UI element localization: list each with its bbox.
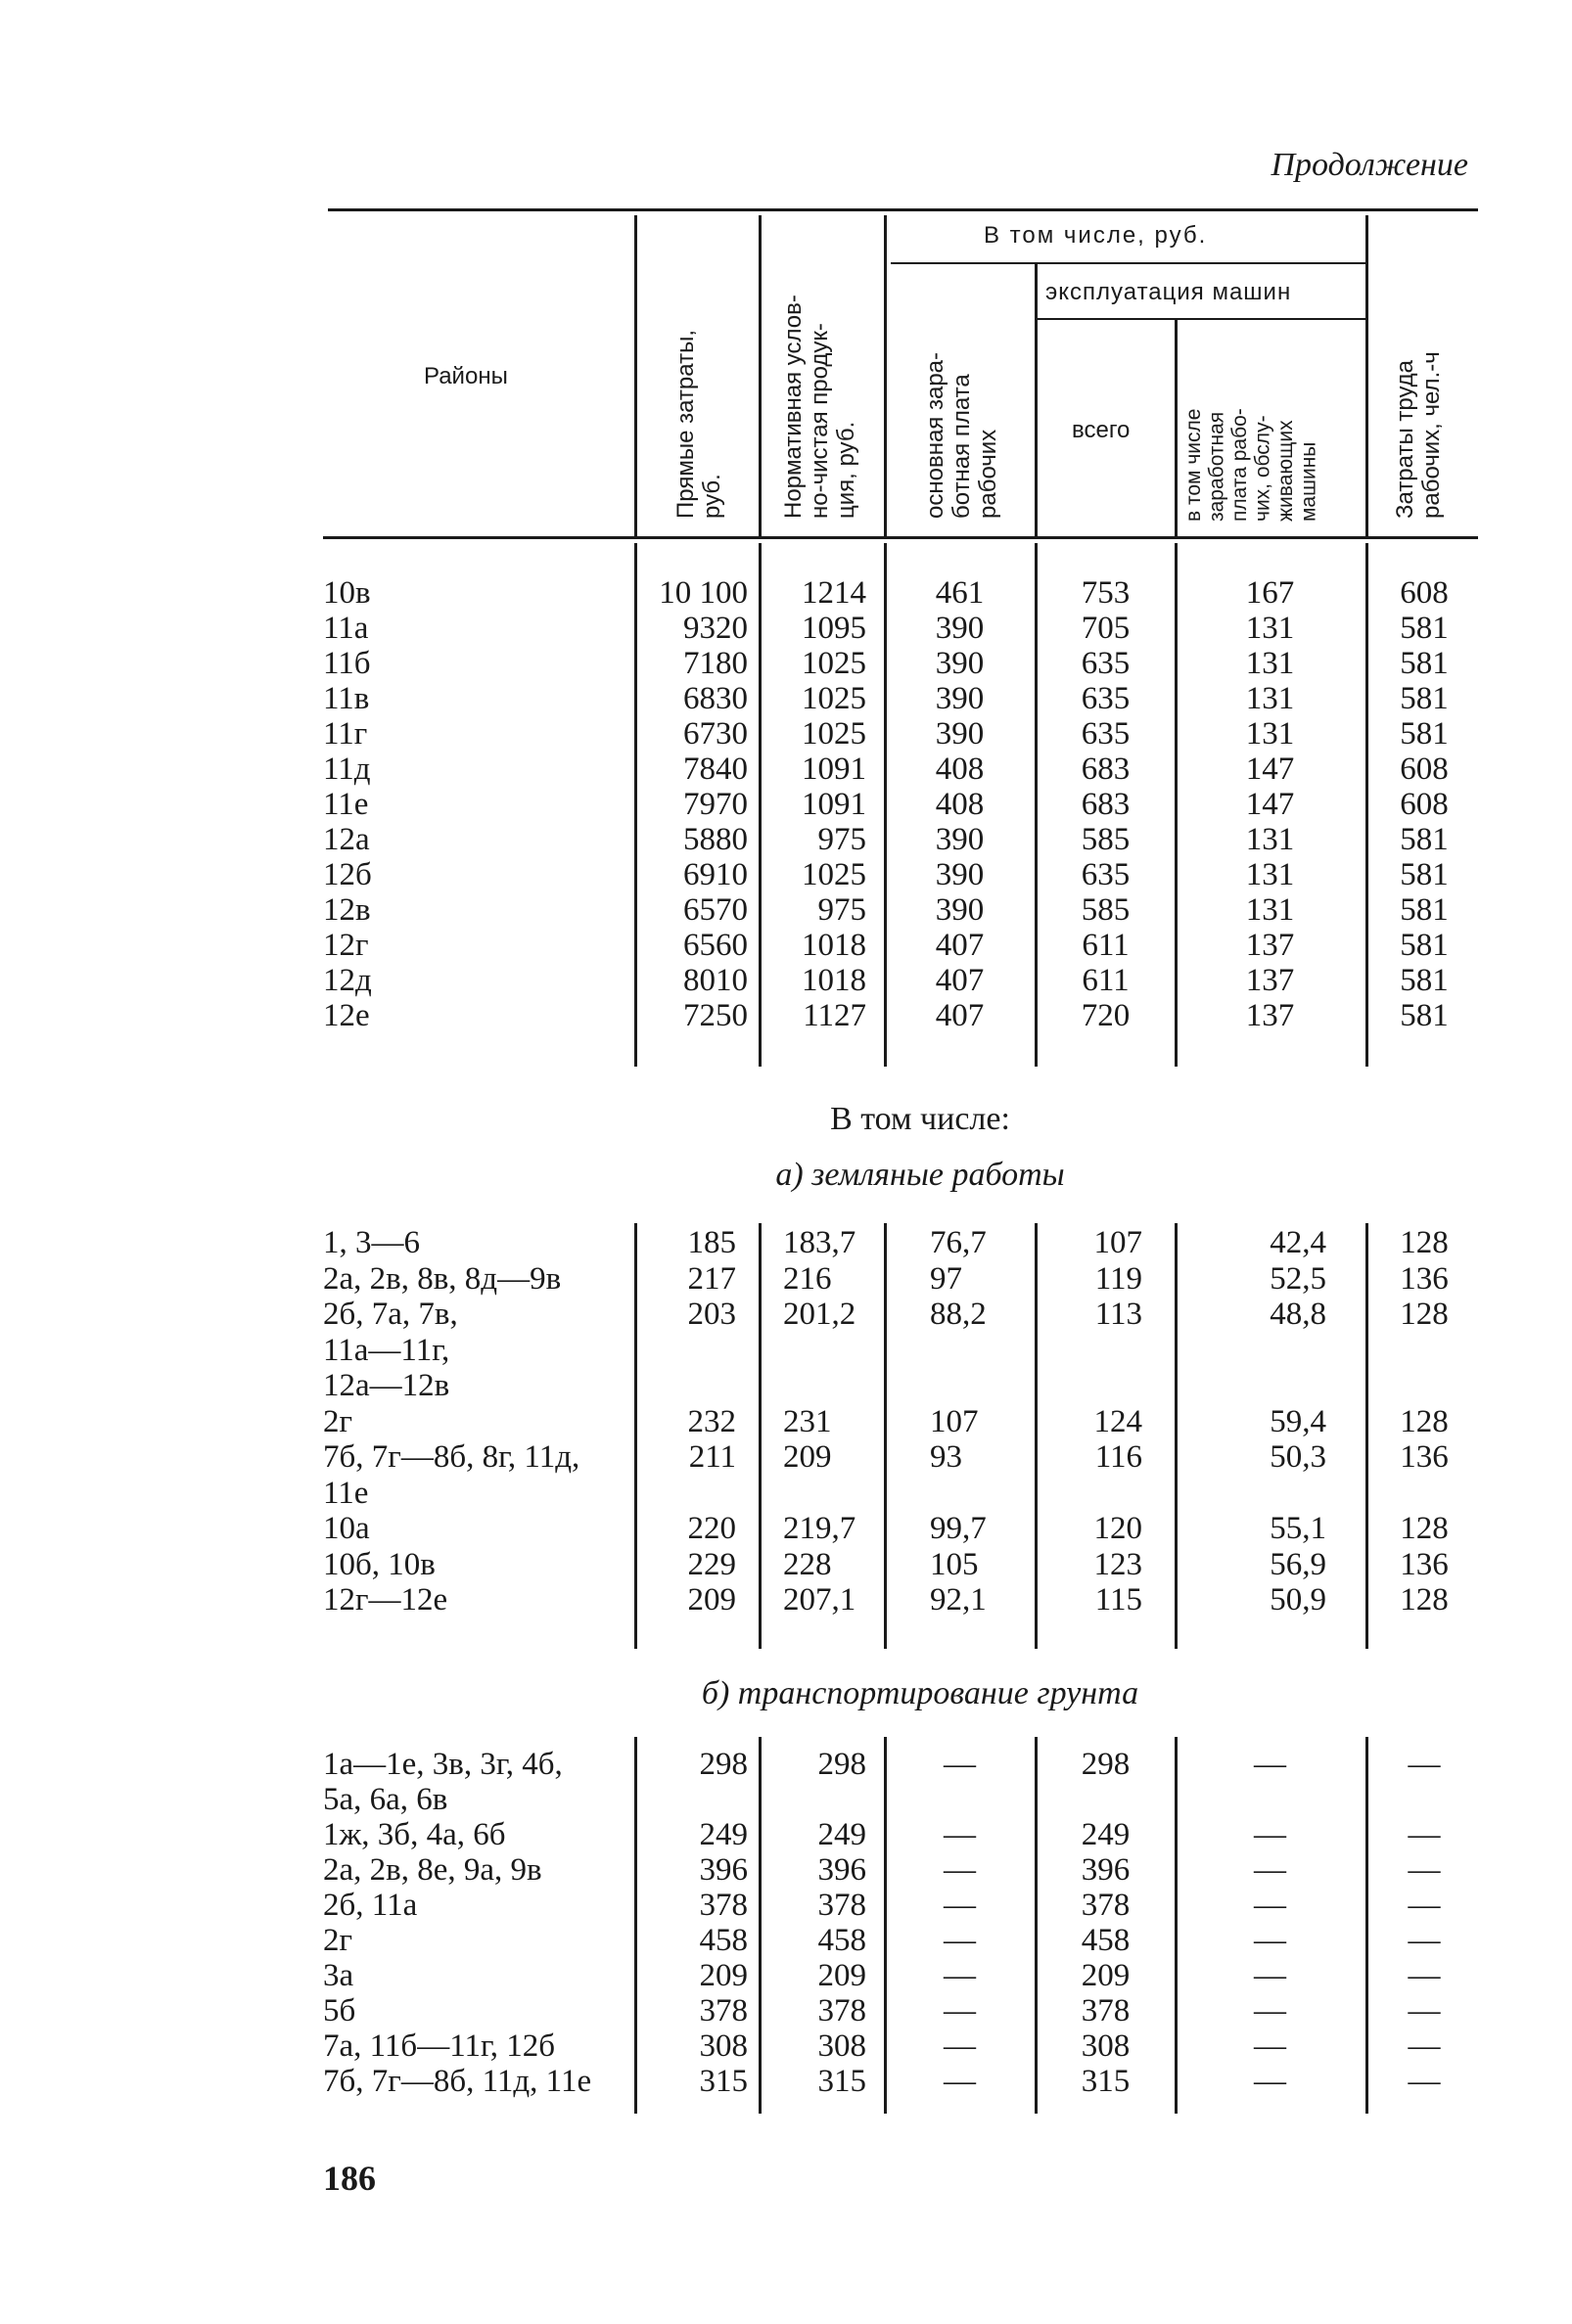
mwage-cell: 137 — [1245, 928, 1295, 963]
direct-cell: 7250 — [683, 998, 748, 1033]
labor-cell: 581 — [1400, 892, 1449, 928]
mwage-cell: 131 — [1245, 681, 1295, 716]
labor-cell: 128 — [1400, 1582, 1449, 1618]
direct-cell: 308 — [699, 2028, 748, 2064]
norm-cell: 228 — [783, 1546, 832, 1582]
district-cell: 10а — [323, 1511, 370, 1546]
mwage-cell: — — [1254, 1888, 1286, 1923]
direct-cell: 378 — [699, 1993, 748, 2028]
wage-cell: 390 — [935, 611, 985, 646]
labor-cell: — — [1408, 1888, 1441, 1923]
header-bottom-rule — [323, 536, 1478, 539]
wage-cell: 97 — [930, 1260, 962, 1297]
vrule — [759, 215, 762, 536]
mwage-cell: 56,9 — [1270, 1546, 1326, 1582]
direct-cell: 220 — [687, 1511, 736, 1546]
district-cell: 2б, 11а — [323, 1888, 418, 1923]
mwage-cell: 48,8 — [1270, 1297, 1326, 1332]
mwage-cell: 131 — [1245, 857, 1295, 892]
section-b-title: б) транспортирование грунта — [701, 1675, 1139, 1711]
direct-cell: 217 — [687, 1260, 736, 1297]
page-number: 186 — [323, 2159, 376, 2198]
norm-cell: 1091 — [802, 787, 866, 822]
wage-cell: 390 — [935, 892, 985, 928]
labor-cell: 608 — [1400, 575, 1449, 611]
total-cell: 308 — [1081, 2028, 1131, 2064]
total-cell: 585 — [1081, 822, 1131, 857]
wage-cell: — — [944, 1817, 976, 1852]
vrule — [759, 1223, 762, 1649]
direct-cell: 203 — [687, 1297, 736, 1332]
district-cell: 7б, 7г—8б, 11д, 11е — [323, 2064, 592, 2099]
vrule — [1365, 1737, 1368, 2114]
wage-cell: 407 — [935, 998, 985, 1033]
total-cell: 635 — [1081, 681, 1131, 716]
district-cell: 11е — [323, 1475, 369, 1511]
labor-cell: — — [1408, 2064, 1441, 2099]
header-incl-wage: в том числе заработная плата рабо- чих, обслу- живающих машины — [1182, 408, 1320, 522]
header-machine-operation: эксплуатация машин — [1045, 279, 1292, 305]
total-cell: 585 — [1081, 892, 1131, 928]
mwage-cell: 137 — [1245, 998, 1295, 1033]
district-cell: 11в — [323, 681, 370, 716]
district-cell: 12е — [323, 998, 370, 1033]
norm-cell: 207,1 — [783, 1582, 856, 1618]
total-cell: 683 — [1081, 752, 1131, 787]
district-cell: 3а — [323, 1958, 354, 1993]
norm-cell: 201,2 — [783, 1297, 856, 1332]
norm-cell: 975 — [817, 822, 866, 857]
labor-cell: — — [1408, 1993, 1441, 2028]
vrule — [1365, 1223, 1368, 1649]
vrule — [1175, 543, 1178, 1067]
norm-cell: 1018 — [802, 928, 866, 963]
direct-cell: 458 — [699, 1923, 748, 1958]
wage-cell: — — [944, 1852, 976, 1888]
wage-cell: 88,2 — [930, 1297, 987, 1332]
wage-cell: — — [944, 2028, 976, 2064]
total-cell: 298 — [1081, 1747, 1131, 1782]
vrule — [634, 1223, 637, 1649]
total-cell: 116 — [1094, 1439, 1142, 1475]
total-cell: 113 — [1094, 1297, 1142, 1332]
district-cell: 10в — [323, 575, 371, 611]
direct-cell: 5880 — [683, 822, 748, 857]
wage-cell: 92,1 — [930, 1582, 987, 1618]
direct-cell: 7840 — [683, 752, 748, 787]
district-cell: 12г—12е — [323, 1582, 448, 1618]
wage-cell: 107 — [930, 1403, 979, 1439]
wage-cell: 99,7 — [930, 1511, 987, 1546]
wage-cell: 408 — [935, 752, 985, 787]
direct-cell: 6730 — [683, 716, 748, 752]
district-cell: 11а — [323, 611, 369, 646]
norm-cell: 209 — [783, 1439, 832, 1475]
labor-cell: 136 — [1400, 1546, 1449, 1582]
norm-cell: 1095 — [802, 611, 866, 646]
labor-cell: 128 — [1400, 1225, 1449, 1260]
direct-cell: 9320 — [683, 611, 748, 646]
norm-cell: 1091 — [802, 752, 866, 787]
wage-cell: 390 — [935, 857, 985, 892]
norm-cell: 396 — [817, 1852, 866, 1888]
vrule — [884, 1737, 887, 2114]
district-cell: 12б — [323, 857, 372, 892]
total-cell: 635 — [1081, 716, 1131, 752]
total-cell: 753 — [1081, 575, 1131, 611]
labor-cell: — — [1408, 1747, 1441, 1782]
vrule — [1035, 1737, 1038, 2114]
district-cell: 12д — [323, 963, 372, 998]
norm-cell: 249 — [817, 1817, 866, 1852]
mwage-cell: — — [1254, 1958, 1286, 1993]
district-cell: 2б, 7а, 7в, — [323, 1297, 458, 1332]
table-top-rule — [328, 208, 1478, 211]
header-normative-net: Нормативная услов- но-чистая продук- ция, руб. — [780, 295, 859, 519]
mwage-cell: — — [1254, 1993, 1286, 2028]
direct-cell: 378 — [699, 1888, 748, 1923]
norm-cell: 378 — [817, 1993, 866, 2028]
labor-cell: 581 — [1400, 716, 1449, 752]
direct-cell: 6910 — [683, 857, 748, 892]
mwage-cell: 42,4 — [1270, 1225, 1326, 1260]
total-cell: 124 — [1093, 1403, 1142, 1439]
total-cell: 635 — [1081, 857, 1131, 892]
labor-cell: 581 — [1400, 822, 1449, 857]
norm-cell: 975 — [817, 892, 866, 928]
total-cell: 396 — [1081, 1852, 1131, 1888]
district-cell: 2г — [323, 1403, 353, 1439]
header-base-wage: основная зара- ботная плата рабочих — [922, 351, 1001, 519]
direct-cell: 6560 — [683, 928, 748, 963]
labor-cell: — — [1408, 1958, 1441, 1993]
direct-cell: 7970 — [683, 787, 748, 822]
vrule — [759, 1737, 762, 2114]
total-cell: 611 — [1082, 963, 1130, 998]
labor-cell: 581 — [1400, 928, 1449, 963]
district-cell: 2а, 2в, 8е, 9а, 9в — [323, 1852, 542, 1888]
total-cell: 115 — [1094, 1582, 1142, 1618]
labor-cell: — — [1408, 1852, 1441, 1888]
wage-cell: 390 — [935, 822, 985, 857]
district-cell: 5б — [323, 1993, 356, 2028]
direct-cell: 10 100 — [659, 575, 748, 611]
labor-cell: 128 — [1400, 1403, 1449, 1439]
district-cell: 11г — [323, 716, 368, 752]
direct-cell: 6570 — [683, 892, 748, 928]
labor-cell: — — [1408, 1923, 1441, 1958]
labor-cell: 581 — [1400, 611, 1449, 646]
mwage-cell: — — [1254, 2028, 1286, 2064]
vrule — [1175, 1737, 1178, 2114]
wage-cell: — — [944, 1747, 976, 1782]
district-cell: 12г — [323, 928, 369, 963]
direct-cell: 232 — [687, 1403, 736, 1439]
wage-cell: 407 — [935, 928, 985, 963]
mwage-cell: — — [1254, 1852, 1286, 1888]
mwage-cell: — — [1254, 1817, 1286, 1852]
norm-cell: 1018 — [802, 963, 866, 998]
district-cell: 12в — [323, 892, 371, 928]
direct-cell: 211 — [688, 1439, 736, 1475]
total-cell: 705 — [1081, 611, 1131, 646]
vrule — [1035, 264, 1038, 536]
wage-cell: — — [944, 1993, 976, 2028]
vrule — [1365, 215, 1368, 536]
direct-cell: 298 — [699, 1747, 748, 1782]
mwage-cell: — — [1254, 1923, 1286, 1958]
district-cell: 1, 3—6 — [323, 1225, 420, 1260]
norm-cell: 458 — [817, 1923, 866, 1958]
district-cell: 11е — [323, 787, 369, 822]
mwage-cell: 167 — [1245, 575, 1295, 611]
mwage-cell: — — [1254, 2064, 1286, 2099]
norm-cell: 1025 — [802, 857, 866, 892]
including-heading: В том числе: — [830, 1101, 1010, 1137]
header-labor: Затраты труда рабочих, чел.-ч — [1392, 351, 1445, 519]
wage-cell: 390 — [935, 646, 985, 681]
wage-cell: — — [944, 2064, 976, 2099]
wage-cell: — — [944, 1888, 976, 1923]
norm-cell: 183,7 — [783, 1225, 856, 1260]
total-cell: 635 — [1081, 646, 1131, 681]
total-cell: 683 — [1081, 787, 1131, 822]
labor-cell: — — [1408, 2028, 1441, 2064]
wage-cell: 461 — [935, 575, 985, 611]
district-cell: 2а, 2в, 8в, 8д—9в — [323, 1260, 562, 1297]
mwage-cell: 55,1 — [1270, 1511, 1326, 1546]
district-cell: 11б — [323, 646, 371, 681]
district-cell: 7а, 11б—11г, 12б — [323, 2028, 556, 2064]
labor-cell: 581 — [1400, 857, 1449, 892]
mwage-cell: 131 — [1245, 716, 1295, 752]
norm-cell: 1214 — [802, 575, 866, 611]
wage-cell: 390 — [935, 681, 985, 716]
header-including-rub: В том числе, руб. — [984, 222, 1208, 249]
norm-cell: 378 — [817, 1888, 866, 1923]
continued-label: Продолжение — [1271, 147, 1468, 183]
labor-cell: 136 — [1400, 1439, 1449, 1475]
vrule — [884, 215, 887, 536]
district-cell: 1а—1е, 3в, 3г, 4б, — [323, 1747, 563, 1782]
district-cell: 12а — [323, 822, 370, 857]
mwage-cell: 137 — [1245, 963, 1295, 998]
total-cell: 107 — [1093, 1225, 1142, 1260]
labor-cell: 128 — [1400, 1511, 1449, 1546]
total-cell: 120 — [1093, 1511, 1142, 1546]
mwage-cell: — — [1254, 1747, 1286, 1782]
norm-cell: 298 — [817, 1747, 866, 1782]
mwage-cell: 147 — [1245, 752, 1295, 787]
norm-cell: 1025 — [802, 716, 866, 752]
norm-cell: 219,7 — [783, 1511, 856, 1546]
mwage-cell: 131 — [1245, 892, 1295, 928]
norm-cell: 1025 — [802, 681, 866, 716]
vrule — [634, 543, 637, 1067]
mwage-cell: 50,3 — [1270, 1439, 1326, 1475]
vrule — [1175, 1223, 1178, 1649]
mwage-cell: 131 — [1245, 822, 1295, 857]
district-cell: 11д — [323, 752, 371, 787]
wage-cell: 408 — [935, 787, 985, 822]
norm-cell: 1025 — [802, 646, 866, 681]
wage-cell: 390 — [935, 716, 985, 752]
norm-cell: 209 — [817, 1958, 866, 1993]
total-cell: 720 — [1081, 998, 1131, 1033]
mwage-cell: 131 — [1245, 611, 1295, 646]
labor-cell: 581 — [1400, 646, 1449, 681]
district-cell: 7б, 7г—8б, 8г, 11д, — [323, 1439, 580, 1475]
mwage-cell: 131 — [1245, 646, 1295, 681]
total-cell: 378 — [1081, 1888, 1131, 1923]
header-districts: Районы — [424, 363, 508, 389]
direct-cell: 209 — [699, 1958, 748, 1993]
mwage-cell: 59,4 — [1270, 1403, 1326, 1439]
total-cell: 611 — [1082, 928, 1130, 963]
district-cell: 2г — [323, 1923, 353, 1958]
vrule — [1035, 543, 1038, 1067]
wage-cell: — — [944, 1958, 976, 1993]
header-total: всего — [1072, 417, 1131, 443]
total-cell: 209 — [1081, 1958, 1131, 1993]
wage-cell: 76,7 — [930, 1225, 987, 1260]
wage-cell: — — [944, 1923, 976, 1958]
mwage-cell: 147 — [1245, 787, 1295, 822]
vrule — [1365, 543, 1368, 1067]
total-cell: 315 — [1081, 2064, 1131, 2099]
labor-cell: 136 — [1400, 1260, 1449, 1297]
vrule — [1175, 319, 1178, 536]
labor-cell: 608 — [1400, 787, 1449, 822]
labor-cell: 581 — [1400, 998, 1449, 1033]
direct-cell: 396 — [699, 1852, 748, 1888]
norm-cell: 308 — [817, 2028, 866, 2064]
direct-cell: 249 — [699, 1817, 748, 1852]
total-cell: 249 — [1081, 1817, 1131, 1852]
district-cell: 11а—11г, — [323, 1332, 450, 1368]
total-cell: 119 — [1094, 1260, 1142, 1297]
labor-cell: 128 — [1400, 1297, 1449, 1332]
direct-cell: 315 — [699, 2064, 748, 2099]
section-a-title: а) земляные работы — [775, 1157, 1065, 1193]
total-cell: 378 — [1081, 1993, 1131, 2028]
direct-cell: 7180 — [683, 646, 748, 681]
district-cell: 5а, 6а, 6в — [323, 1782, 448, 1817]
mwage-cell: 52,5 — [1270, 1260, 1326, 1297]
labor-cell: 581 — [1400, 963, 1449, 998]
labor-cell: — — [1408, 1817, 1441, 1852]
wage-cell: 407 — [935, 963, 985, 998]
wage-cell: 105 — [930, 1546, 979, 1582]
direct-cell: 185 — [687, 1225, 736, 1260]
header-direct-costs: Прямые затраты, руб. — [672, 330, 725, 519]
district-cell: 10б, 10в — [323, 1546, 436, 1582]
total-cell: 123 — [1093, 1546, 1142, 1582]
district-cell: 12а—12в — [323, 1368, 450, 1403]
vrule — [634, 1737, 637, 2114]
wage-cell: 93 — [930, 1439, 962, 1475]
direct-cell: 209 — [687, 1582, 736, 1618]
norm-cell: 1127 — [803, 998, 866, 1033]
vrule — [759, 543, 762, 1067]
norm-cell: 231 — [783, 1403, 832, 1439]
norm-cell: 315 — [817, 2064, 866, 2099]
direct-cell: 229 — [687, 1546, 736, 1582]
vrule — [884, 543, 887, 1067]
norm-cell: 216 — [783, 1260, 832, 1297]
including-rule — [891, 262, 1365, 264]
labor-cell: 581 — [1400, 681, 1449, 716]
vrule — [634, 215, 637, 536]
mwage-cell: 50,9 — [1270, 1582, 1326, 1618]
vrule — [884, 1223, 887, 1649]
machine-rule — [1038, 318, 1365, 320]
total-cell: 458 — [1081, 1923, 1131, 1958]
direct-cell: 6830 — [683, 681, 748, 716]
district-cell: 1ж, 3б, 4а, 6б — [323, 1817, 506, 1852]
direct-cell: 8010 — [683, 963, 748, 998]
labor-cell: 608 — [1400, 752, 1449, 787]
vrule — [1035, 1223, 1038, 1649]
